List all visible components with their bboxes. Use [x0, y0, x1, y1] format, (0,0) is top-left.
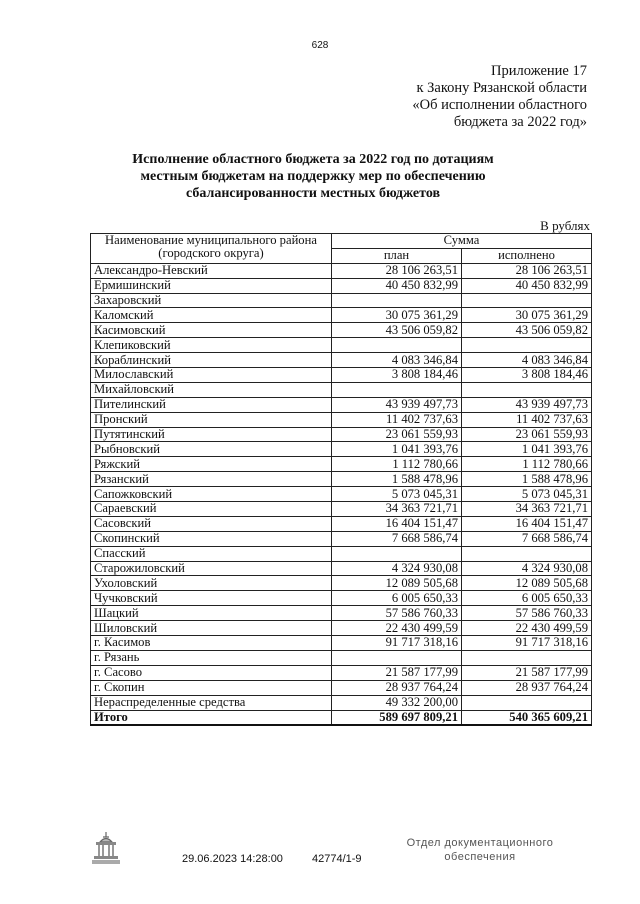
appendix-line: к Закону Рязанской области	[416, 80, 587, 96]
plan-amount-cell: 43 939 497,73	[332, 397, 462, 412]
district-name-cell: Ухоловский	[91, 576, 332, 591]
table-row	[91, 308, 592, 323]
executed-amount-cell: 4 083 346,84	[462, 353, 592, 368]
plan-amount-cell: 16 404 151,47	[332, 516, 462, 531]
district-name-cell: г. Сасово	[91, 665, 332, 680]
district-name-cell: Сараевский	[91, 502, 332, 517]
plan-amount-cell: 1 041 393,76	[332, 442, 462, 457]
executed-amount-cell	[462, 293, 592, 308]
plan-amount-cell: 49 332 200,00	[332, 695, 462, 710]
registration-number: 42774/1-9	[312, 853, 362, 865]
district-name-cell: Рыбновский	[91, 442, 332, 457]
units-label: В рублях	[540, 218, 590, 233]
appendix-line: Приложение 17	[491, 63, 587, 79]
executed-amount-cell	[462, 650, 592, 665]
plan-amount-cell: 12 089 505,68	[332, 576, 462, 591]
plan-amount-cell	[332, 650, 462, 665]
executed-amount-cell: 12 089 505,68	[462, 576, 592, 591]
executed-amount-cell: 28 106 263,51	[462, 263, 592, 278]
title-line: Исполнение областного бюджета за 2022 год по дотациям	[132, 152, 494, 167]
table-row	[91, 546, 592, 561]
plan-amount-cell: 6 005 650,33	[332, 591, 462, 606]
table-row	[91, 263, 592, 278]
district-name-cell: Кораблинский	[91, 353, 332, 368]
plan-amount-cell: 28 937 764,24	[332, 680, 462, 695]
executed-amount-cell: 34 363 721,71	[462, 502, 592, 517]
appendix-line: бюджета за 2022 год»	[453, 114, 587, 130]
total-row	[91, 710, 592, 725]
executed-amount-cell	[462, 695, 592, 710]
district-name-cell: Шиловский	[91, 621, 332, 636]
plan-amount-cell	[332, 546, 462, 561]
table-row	[91, 591, 592, 606]
plan-amount-cell: 7 668 586,74	[332, 531, 462, 546]
plan-amount-cell: 4 324 930,08	[332, 561, 462, 576]
document-title	[90, 151, 536, 202]
table-row	[91, 457, 592, 472]
executed-amount-cell: 5 073 045,31	[462, 487, 592, 502]
plan-amount-cell: 3 808 184,46	[332, 368, 462, 383]
district-name-cell: Скопинский	[91, 531, 332, 546]
district-name-cell: Александро-Невский	[91, 263, 332, 278]
executed-amount-cell: 6 005 650,33	[462, 591, 592, 606]
plan-amount-cell: 1 588 478,96	[332, 472, 462, 487]
plan-amount-cell: 5 073 045,31	[332, 487, 462, 502]
table-row	[91, 621, 592, 636]
table-row	[91, 680, 592, 695]
district-name-cell: Милославский	[91, 368, 332, 383]
executed-amount-cell: 21 587 177,99	[462, 665, 592, 680]
executed-amount-cell: 22 430 499,59	[462, 621, 592, 636]
table-row	[91, 531, 592, 546]
plan-amount-cell: 11 402 737,63	[332, 412, 462, 427]
plan-amount-cell	[332, 338, 462, 353]
name-column-header	[91, 234, 332, 264]
table-row	[91, 636, 592, 651]
executed-amount-cell: 11 402 737,63	[462, 412, 592, 427]
table-row	[91, 665, 592, 680]
district-name-cell: Захаровский	[91, 293, 332, 308]
district-name-cell: Старожиловский	[91, 561, 332, 576]
executed-amount-cell: 23 061 559,93	[462, 427, 592, 442]
plan-amount-cell	[332, 382, 462, 397]
total-label: Итого	[91, 710, 332, 725]
table-row	[91, 502, 592, 517]
table-row	[91, 695, 592, 710]
executed-amount-cell: 91 717 318,16	[462, 636, 592, 651]
footer-date: 29.06.2023 14:28:00	[182, 853, 283, 865]
stamp-line: Отдел документационного	[406, 837, 554, 849]
plan-amount-cell: 30 075 361,29	[332, 308, 462, 323]
executed-amount-cell: 1 588 478,96	[462, 472, 592, 487]
executed-amount-cell: 4 324 930,08	[462, 561, 592, 576]
executed-amount-cell: 1 041 393,76	[462, 442, 592, 457]
executed-amount-cell: 43 506 059,82	[462, 323, 592, 338]
table-row	[91, 397, 592, 412]
district-name-cell: Ряжский	[91, 457, 332, 472]
executed-amount-cell: 30 075 361,29	[462, 308, 592, 323]
table-row	[91, 442, 592, 457]
table-row	[91, 293, 592, 308]
plan-amount-cell	[332, 293, 462, 308]
budget-table	[90, 233, 592, 726]
plan-amount-cell: 43 506 059,82	[332, 323, 462, 338]
plan-amount-cell: 40 450 832,99	[332, 278, 462, 293]
executed-amount-cell	[462, 546, 592, 561]
plan-amount-cell: 28 106 263,51	[332, 263, 462, 278]
plan-amount-cell: 4 083 346,84	[332, 353, 462, 368]
plan-amount-cell: 57 586 760,33	[332, 606, 462, 621]
executed-amount-cell: 3 808 184,46	[462, 368, 592, 383]
table-body	[91, 263, 592, 710]
table-row	[91, 353, 592, 368]
plan-column-header: план	[332, 248, 462, 263]
district-name-cell: Ермишинский	[91, 278, 332, 293]
table-row	[91, 472, 592, 487]
executed-amount-cell: 16 404 151,47	[462, 516, 592, 531]
executed-amount-cell: 57 586 760,33	[462, 606, 592, 621]
district-name-cell: г. Касимов	[91, 636, 332, 651]
table-row	[91, 278, 592, 293]
appendix-block	[412, 63, 587, 131]
sum-column-header: Сумма	[332, 234, 592, 249]
executed-amount-cell	[462, 382, 592, 397]
table-row	[91, 338, 592, 353]
page-number: 628	[311, 40, 329, 51]
table-row	[91, 323, 592, 338]
district-name-cell: Шацкий	[91, 606, 332, 621]
department-stamp	[405, 836, 555, 864]
plan-amount-cell: 21 587 177,99	[332, 665, 462, 680]
table-row	[91, 427, 592, 442]
executed-amount-cell: 7 668 586,74	[462, 531, 592, 546]
title-line: местным бюджетам на поддержку мер по обеспечению	[140, 169, 486, 184]
district-name-cell: Чучковский	[91, 591, 332, 606]
duma-building-icon	[90, 830, 122, 866]
district-name-cell: Нераспределенные средства	[91, 695, 332, 710]
district-name-cell: Касимовский	[91, 323, 332, 338]
district-name-cell: Клепиковский	[91, 338, 332, 353]
district-name-cell: г. Рязань	[91, 650, 332, 665]
district-name-cell: Сапожковский	[91, 487, 332, 502]
table-row	[91, 382, 592, 397]
executed-amount-cell	[462, 338, 592, 353]
table-row	[91, 561, 592, 576]
total-plan: 589 697 809,21	[332, 710, 462, 725]
district-name-cell: г. Скопин	[91, 680, 332, 695]
total-executed: 540 365 609,21	[462, 710, 592, 725]
plan-amount-cell: 91 717 318,16	[332, 636, 462, 651]
district-name-cell: Пронский	[91, 412, 332, 427]
name-header-line: (городского округа)	[158, 246, 264, 260]
district-name-cell: Михайловский	[91, 382, 332, 397]
district-name-cell: Сасовский	[91, 516, 332, 531]
district-name-cell: Рязанский	[91, 472, 332, 487]
district-name-cell: Путятинский	[91, 427, 332, 442]
table-row	[91, 576, 592, 591]
executed-column-header: исполнено	[462, 248, 592, 263]
table-row	[91, 516, 592, 531]
district-name-cell: Спасский	[91, 546, 332, 561]
executed-amount-cell: 40 450 832,99	[462, 278, 592, 293]
district-name-cell: Каломский	[91, 308, 332, 323]
plan-amount-cell: 22 430 499,59	[332, 621, 462, 636]
table-row	[91, 412, 592, 427]
executed-amount-cell: 1 112 780,66	[462, 457, 592, 472]
title-line: сбалансированности местных бюджетов	[185, 186, 441, 201]
stamp-line: обеспечения	[444, 851, 516, 863]
table-row	[91, 650, 592, 665]
appendix-line: «Об исполнении областного	[412, 97, 587, 113]
table-row	[91, 368, 592, 383]
table-row	[91, 606, 592, 621]
name-header-line: Наименование муниципального района	[105, 233, 317, 247]
plan-amount-cell: 34 363 721,71	[332, 502, 462, 517]
plan-amount-cell: 23 061 559,93	[332, 427, 462, 442]
table-row	[91, 487, 592, 502]
district-name-cell: Пителинский	[91, 397, 332, 412]
executed-amount-cell: 43 939 497,73	[462, 397, 592, 412]
plan-amount-cell: 1 112 780,66	[332, 457, 462, 472]
executed-amount-cell: 28 937 764,24	[462, 680, 592, 695]
